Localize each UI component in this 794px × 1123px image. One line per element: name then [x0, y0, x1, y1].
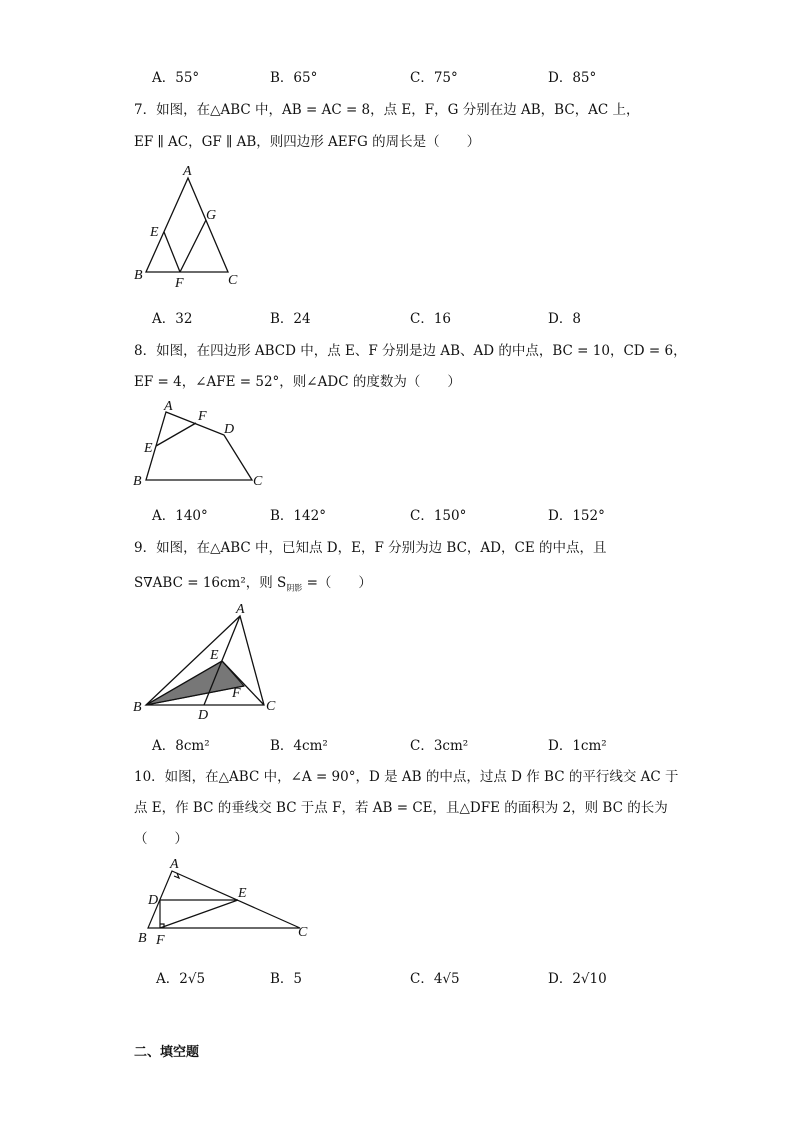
- q7-label-f: F: [175, 276, 184, 291]
- q9-option-c[interactable]: C．3cm²: [410, 738, 469, 754]
- q8-label-a: A: [164, 399, 173, 414]
- q10-stem-line2: 点 E，作 BC 的垂线交 BC 于点 F，若 AB = CE，且△DFE 的面积为 2，则 BC 的长为: [134, 800, 668, 816]
- q8-option-d[interactable]: D．152°: [548, 508, 605, 524]
- q10-label-c: C: [298, 925, 308, 940]
- q8-label-f: F: [198, 409, 207, 424]
- q8-stem-line1: 8．如图，在四边形 ABCD 中，点 E、F 分别是边 AB、AD 的中点，BC = 10，CD = 6，: [134, 343, 687, 359]
- q7-option-c[interactable]: C．16: [410, 311, 452, 327]
- q9-label-d: D: [198, 708, 209, 723]
- q7-stem-line2: EF ∥ AC，GF ∥ AB，则四边形 AEFG 的周长是（ ）: [134, 134, 481, 150]
- q10-option-c[interactable]: C．4√5: [410, 971, 460, 987]
- q7-label-g: G: [206, 208, 217, 223]
- q10-option-a[interactable]: A．2√5: [156, 971, 206, 987]
- q9-label-b: B: [133, 700, 142, 715]
- q8-label-b: B: [133, 474, 142, 489]
- q8-option-a[interactable]: A．140°: [152, 508, 208, 524]
- q8-label-e: E: [144, 441, 153, 456]
- q6-option-b[interactable]: B．65°: [270, 70, 318, 86]
- q9-label-a: A: [236, 602, 245, 617]
- q8-label-d: D: [224, 422, 235, 437]
- q10-label-f: F: [156, 933, 165, 948]
- q7-option-a[interactable]: A．32: [152, 311, 193, 327]
- q7-option-d[interactable]: D．8: [548, 311, 581, 327]
- q9-label-e: E: [210, 648, 219, 663]
- q10-label-b: B: [138, 931, 147, 946]
- q8-option-c[interactable]: C．150°: [410, 508, 467, 524]
- q8-option-b[interactable]: B．142°: [270, 508, 326, 524]
- q9-stem-subscript: 阴影: [286, 583, 303, 593]
- q9-stem-line2-main: S∇ABC = 16cm²，则 S: [134, 575, 287, 591]
- q10-label-e: E: [238, 886, 247, 901]
- q7-label-a: A: [183, 164, 192, 179]
- q10-option-b[interactable]: B．5: [270, 971, 303, 987]
- q10-option-d[interactable]: D．2√10: [548, 971, 607, 987]
- q6-option-a[interactable]: A．55°: [152, 70, 200, 86]
- q7-label-c: C: [228, 273, 238, 288]
- q9-stem-line2-end: =（ ）: [302, 575, 372, 591]
- section-2-title: 二、填空题: [134, 1045, 200, 1060]
- q9-option-d[interactable]: D．1cm²: [548, 738, 607, 754]
- q9-label-f: F: [232, 686, 241, 701]
- q7-stem-line1: 7．如图，在△ABC 中，AB = AC = 8，点 E，F，G 分别在边 AB，BC，AC 上，: [134, 102, 640, 118]
- q10-label-a: A: [170, 857, 179, 872]
- q10-stem-line1: 10．如图，在△ABC 中，∠A = 90°，D 是 AB 的中点，过点 D 作 BC 的平行线交 AC 于: [134, 769, 679, 785]
- q10-label-d: D: [148, 893, 159, 908]
- q9-option-a[interactable]: A．8cm²: [152, 738, 210, 754]
- q7-option-b[interactable]: B．24: [270, 311, 311, 327]
- q7-label-e: E: [150, 225, 159, 240]
- q9-stem-line1: 9．如图，在△ABC 中，已知点 D，E，F 分别为边 BC，AD，CE 的中点，且: [134, 540, 607, 556]
- q8-stem-line2: EF = 4，∠AFE = 52°，则∠ADC 的度数为（ ）: [134, 374, 461, 390]
- q9-label-c: C: [266, 699, 276, 714]
- q10-stem-line3: （ ）: [134, 831, 188, 847]
- q8-label-c: C: [253, 474, 263, 489]
- q6-option-d[interactable]: D．85°: [548, 70, 597, 86]
- q6-option-c[interactable]: C．75°: [410, 70, 458, 86]
- q7-label-b: B: [134, 268, 143, 283]
- q9-option-b[interactable]: B．4cm²: [270, 738, 328, 754]
